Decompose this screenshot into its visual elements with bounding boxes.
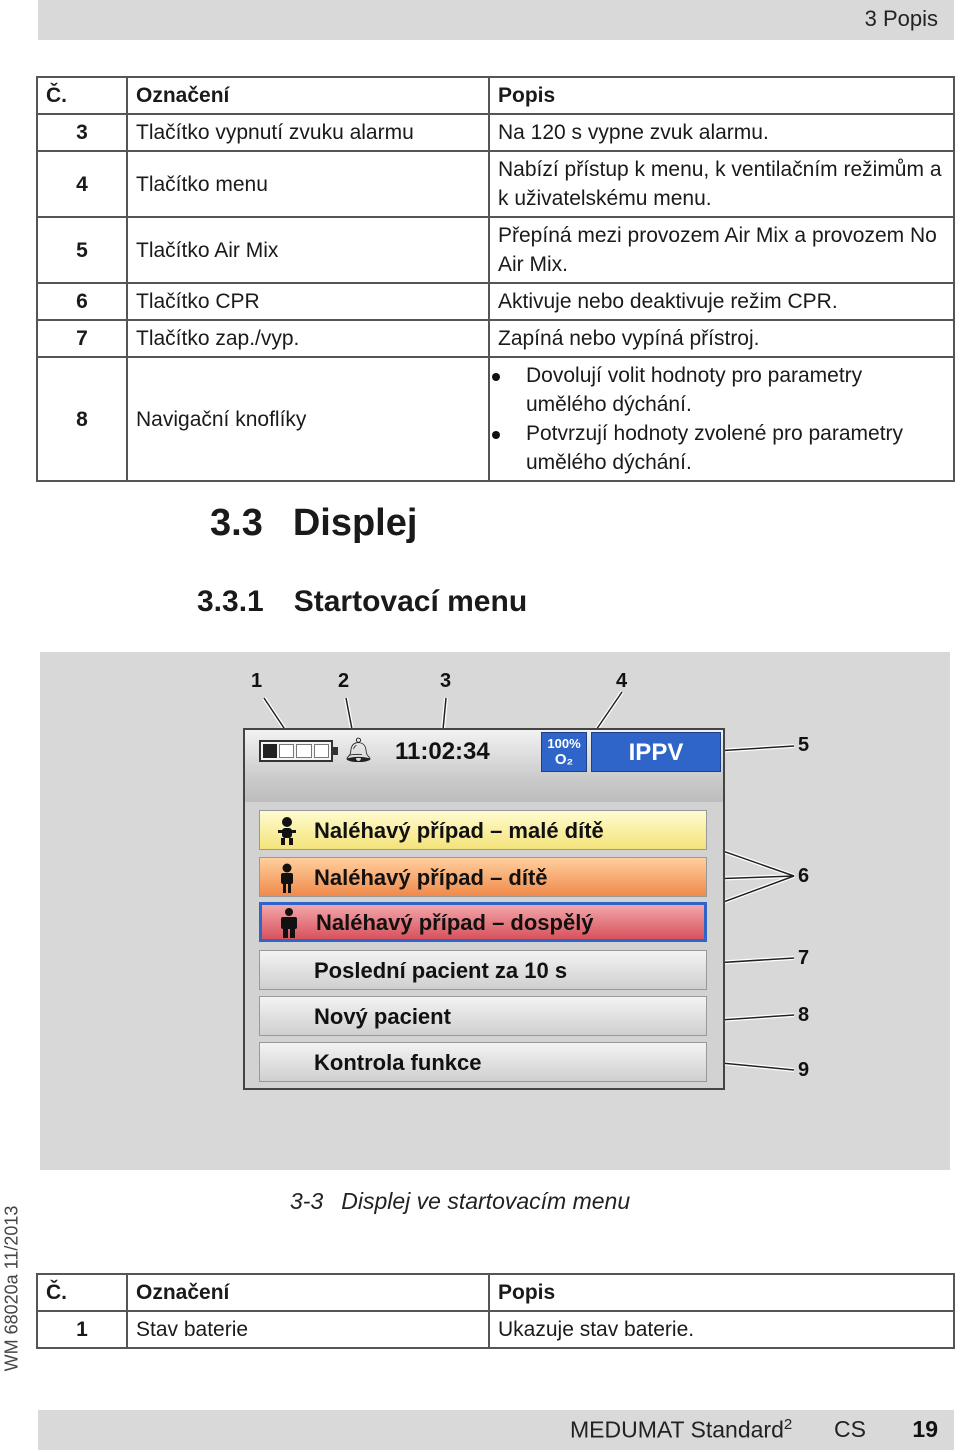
row-num: 4 [37, 151, 127, 217]
device-screen [243, 728, 725, 1090]
menu-item-label: Poslední pacient za 10 s [314, 958, 568, 983]
menu-new-patient[interactable] [259, 996, 707, 1036]
row-desc: Přepíná mezi provozem Air Mix a provozem No Air Mix. [489, 217, 954, 283]
header-num: Č. [37, 1274, 127, 1311]
menu-item-label: Naléhavý případ – malé dítě [314, 818, 604, 843]
document-code: WM 68020a 11/2013 [1, 1205, 22, 1372]
battery-segment [279, 744, 295, 758]
callout-1: 1 [251, 670, 263, 692]
o2-percent: 100% [547, 736, 581, 751]
menu-emergency-infant[interactable] [259, 810, 707, 850]
footer-bar [38, 1410, 954, 1450]
callout-5: 5 [798, 734, 810, 756]
figure-caption [290, 1188, 630, 1215]
row-name: Tlačítko CPR [127, 283, 489, 320]
battery-segment [263, 744, 277, 758]
row-num: 8 [37, 357, 127, 481]
table-row [37, 1311, 954, 1348]
bullet-item: Potvrzují hodnoty zvolené pro parametry umělého dýchání. [526, 419, 945, 477]
clock-time: 11:02:34 [395, 738, 490, 765]
callout-4: 4 [616, 670, 628, 692]
o2-indicator [541, 732, 587, 772]
chapter-title: 3 Popis [864, 6, 938, 31]
row-desc: Zapíná nebo vypíná přístroj. [489, 320, 954, 357]
product-superscript: 2 [783, 1416, 793, 1433]
menu-item-label: Naléhavý případ – dítě [314, 865, 548, 890]
header-desc: Popis [489, 77, 954, 114]
caption-number: 3-3 [290, 1188, 324, 1214]
status-bar [245, 730, 723, 802]
caption-text: Displej ve startovacím menu [341, 1188, 631, 1214]
page-number: 19 [912, 1416, 938, 1442]
product-name [570, 1416, 792, 1444]
callout-9: 9 [798, 1059, 810, 1081]
row-name: Navigační knoflíky [127, 357, 489, 481]
adult-icon [278, 908, 300, 938]
battery-segment [296, 744, 312, 758]
row-desc: Na 120 s vypne zvuk alarmu. [489, 114, 954, 151]
menu-item-label: Kontrola funkce [314, 1050, 482, 1075]
row-name: Tlačítko menu [127, 151, 489, 217]
display-description-table [36, 1273, 955, 1349]
row-name: Tlačítko vypnutí zvuku alarmu [127, 114, 489, 151]
product-name-text: MEDUMAT Standard [570, 1416, 784, 1443]
section-title: Displej [292, 502, 418, 544]
child-icon [276, 863, 298, 893]
menu-emergency-adult[interactable] [259, 902, 707, 942]
row-num: 1 [37, 1311, 127, 1348]
menu-emergency-child[interactable] [259, 857, 707, 897]
row-num: 7 [37, 320, 127, 357]
table-header-row [37, 1274, 954, 1311]
alarm-bell-icon: 🔔︎ [343, 737, 374, 764]
row-desc: Ukazuje stav baterie. [489, 1311, 954, 1348]
bullet-item: Dovolují volit hodnoty pro parametry umělého dýchání. [526, 361, 945, 419]
battery-icon [259, 740, 333, 762]
callout-6: 6 [798, 865, 810, 887]
callout-8: 8 [798, 1004, 810, 1026]
row-name: Stav baterie [127, 1311, 489, 1348]
menu-item-label: Naléhavý případ – dospělý [316, 910, 594, 935]
menu-function-check[interactable] [259, 1042, 707, 1082]
o2-label: O₂ [554, 751, 574, 768]
header-desc: Popis [489, 1274, 954, 1311]
menu-item-label: Nový pacient [314, 1004, 451, 1029]
subsection-title: Startovací menu [293, 585, 528, 618]
row-name: Tlačítko zap./vyp. [127, 320, 489, 357]
header-name: Označení [127, 77, 489, 114]
language-code: CS [834, 1416, 866, 1442]
row-desc: Aktivuje nebo deaktivuje režim CPR. [489, 283, 954, 320]
battery-segment [314, 744, 330, 758]
header-num: Č. [37, 77, 127, 114]
row-desc: Nabízí přístup k menu, k ventilačním režimům a k uživatelskému menu. [489, 151, 954, 217]
ventilation-mode: IPPV [591, 732, 721, 772]
infant-icon [276, 816, 298, 846]
header-name: Označení [127, 1274, 489, 1311]
section-number: 3.3 [210, 502, 263, 544]
callout-3: 3 [440, 670, 452, 692]
row-num: 6 [37, 283, 127, 320]
callout-2: 2 [338, 670, 350, 692]
row-num: 3 [37, 114, 127, 151]
menu-last-patient[interactable] [259, 950, 707, 990]
subsection-number: 3.3.1 [197, 585, 264, 618]
callout-7: 7 [798, 947, 810, 969]
row-name: Tlačítko Air Mix [127, 217, 489, 283]
row-num: 5 [37, 217, 127, 283]
